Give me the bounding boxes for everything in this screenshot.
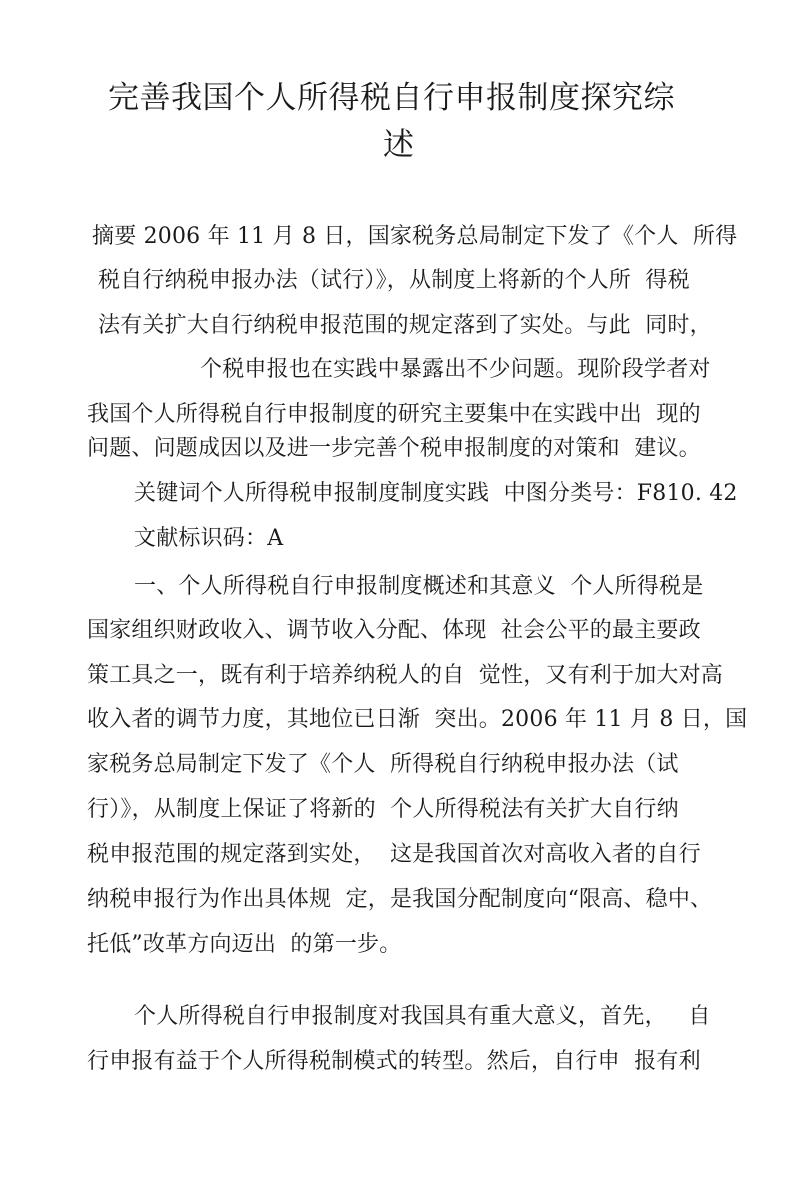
section-paragraph-line: 一、个人所得税自行申报制度概述和其意义 个人所得税是 — [134, 574, 704, 599]
section-paragraph-line: 国家组织财政收入、调节收入分配、体现 社会公平的最主要政 — [87, 618, 701, 643]
document-title-line-1: 完善我国个人所得税自行申报制度探究综 — [108, 80, 675, 116]
keywords-line: 关键词个人所得税申报制度制度实践 中图分类号：F810. 42 — [134, 481, 738, 506]
abstract-line: 法有关扩大自行纳税申报范围的规定落到了实处。与此 同时， — [98, 313, 712, 338]
document-title-line-2: 述 — [383, 127, 415, 163]
section-paragraph-line: 税申报范围的规定落到实处， 这是我国首次对高收入者的自行 — [87, 842, 701, 867]
abstract-line: 个税申报也在实践中暴露出不少问题。现阶段学者对 — [200, 357, 711, 382]
abstract-line: 税自行纳税申报办法（试行）》，从制度上将新的个人所 得税 — [98, 268, 690, 293]
section-paragraph-line: 行）》，从制度上保证了将新的 个人所得税法有关扩大自行纳 — [87, 797, 679, 822]
section-paragraph-line: 家税务总局制定下发了《个人 所得税自行纳税申报办法（试 — [87, 752, 679, 777]
section-paragraph-line: 个人所得税自行申报制度对我国具有重大意义，首先， 自 — [134, 1004, 711, 1029]
section-paragraph-line: 收入者的调节力度，其地位已日渐 突出。2006 年 11 月 8 日，国 — [87, 707, 748, 732]
section-paragraph-line: 纳税申报行为作出具体规 定，是我国分配制度向“限高、稳中、 — [87, 887, 713, 912]
abstract-line: 我国个人所得税自行申报制度的研究主要集中在实践中出 现的 — [87, 402, 701, 427]
abstract-line: 问题、问题成因以及进一步完善个税申报制度的对策和 建议。 — [87, 436, 701, 461]
section-paragraph-line: 策工具之一，既有利于培养纳税人的自 觉性，又有利于加大对高 — [87, 663, 723, 688]
document-code-line: 文献标识码：A — [134, 526, 284, 551]
section-paragraph-line: 托低”改革方向迈出 的第一步。 — [87, 932, 402, 957]
abstract-line: 摘要 2006 年 11 月 8 日，国家税务总局制定下发了《个人 所得 — [92, 224, 738, 249]
section-paragraph-line: 行申报有益于个人所得税制模式的转型。然后，自行申 报有利 — [87, 1049, 701, 1074]
